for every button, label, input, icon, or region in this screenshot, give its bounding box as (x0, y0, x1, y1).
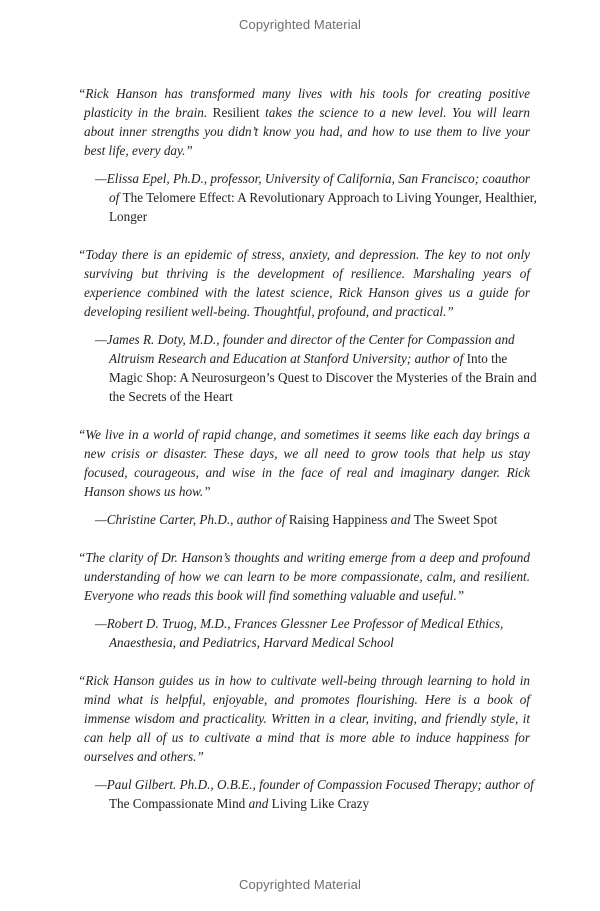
endorsement-1 (0, 84, 600, 226)
attribution-joiner: and (387, 512, 414, 527)
book-title: The Sweet Spot (413, 512, 498, 527)
book-title: The Compassionate Mind (109, 796, 246, 811)
quote-text: takes the science to a new level. You will learn about inner strengths you didn’t know you had, and how to use them to live your best life, every day.” (84, 105, 530, 158)
copyright-watermark-top: Copyrighted Material (239, 17, 361, 32)
quote-text: “Rick Hanson has transformed many lives with his tools for creating positive plasticity in the brain. (78, 86, 530, 120)
attribution-text: —Robert D. Truog, M.D., Frances Glessner Lee Professor of Medical Ethics, Anaesthesia, and Pediatrics, Harvard Medical School (95, 616, 504, 650)
endorsement-quote (78, 245, 530, 321)
endorsement-attribution (95, 169, 539, 226)
attribution-text: —James R. Doty, M.D., founder and director of the Center for Compassion and Altruism Research and Education at Stanford University; author of (95, 332, 515, 366)
endorsement-2 (0, 245, 600, 406)
book-title: Living Like Crazy (271, 796, 370, 811)
endorsement-attribution (95, 330, 539, 406)
endorsement-attribution (95, 614, 539, 652)
endorsement-3 (0, 425, 600, 529)
attribution-text: —Paul Gilbert. Ph.D., O.B.E., founder of Compassion Focused Therapy; author of (95, 777, 534, 792)
quote-text: “We live in a world of rapid change, and sometimes it seems like each day brings a new crisis or disaster. These days, we all need to grow tools that help us stay focused, courageous, and wise in the face of real and imaginary danger. Rick Hanson shows us how.” (78, 427, 530, 499)
endorsement-quote (78, 425, 530, 501)
endorsement-quote (78, 548, 530, 605)
endorsement-attribution (95, 510, 539, 529)
copyright-watermark-bottom: Copyrighted Material (239, 877, 361, 892)
attribution-text: —Elissa Epel, Ph.D., professor, University of California, San Francisco; coauthor of (95, 171, 531, 205)
book-title: Raising Happiness (288, 512, 388, 527)
endorsement-attribution (95, 775, 539, 813)
attribution-joiner: and (245, 796, 272, 811)
endorsement-quote (78, 84, 530, 160)
endorsement-4 (0, 548, 600, 652)
quote-text: “Today there is an epidemic of stress, anxiety, and depression. The key to not only surviving but thriving is the development of resilience. Marshaling years of experience combined with the latest science, Rick Hanson gives us a guide for developing resilient well-being. Thoughtful, profound, and practical.” (78, 247, 530, 319)
quote-text: “The clarity of Dr. Hanson’s thoughts and writing emerge from a deep and profound understanding of how we can learn to be more compassionate, calm, and resilient. Everyone who reads this book will find something valuable and useful.” (78, 550, 530, 603)
attribution-text: —Christine Carter, Ph.D., author of (95, 512, 289, 527)
book-title: The Telomere Effect: A Revolutionary Approach to Living Younger, Healthier, Longer (109, 190, 537, 224)
endorsement-5 (0, 671, 600, 813)
book-title: Into the Magic Shop: A Neurosurgeon’s Quest to Discover the Mysteries of the Brain and the Secrets of the Heart (109, 351, 537, 404)
quote-text: “Rick Hanson guides us in how to cultivate well-being through learning to hold in mind what is helpful, enjoyable, and promotes flourishing. Here is a book of immense wisdom and practicality. Written in a clear, inviting, and friendly style, it can help all of us to cultivate a mind that is more able to induce happiness for ourselves and others.” (78, 673, 530, 764)
endorsement-list (0, 84, 600, 832)
endorsement-quote (78, 671, 530, 766)
book-title: Resilient (212, 105, 260, 120)
